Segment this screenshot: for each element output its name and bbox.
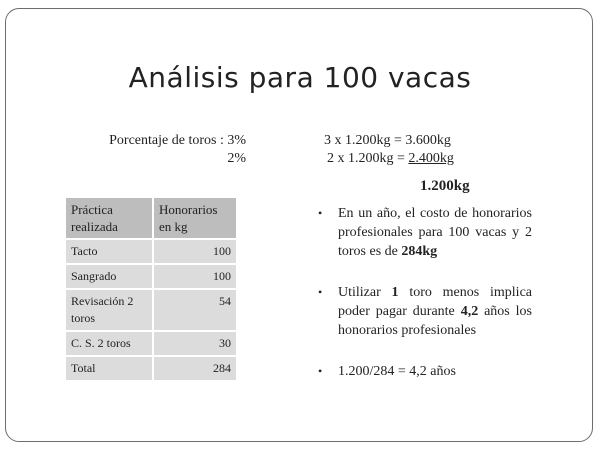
header-honorarios: Honorarios en kg: [153, 197, 237, 239]
calc-total: 1.200kg: [420, 178, 470, 194]
bullet-2-post: años los honorarios profesionales: [338, 304, 533, 338]
cell-fee: 284: [153, 356, 237, 381]
header-practica: Práctica realizada: [65, 197, 153, 239]
table-row: [65, 289, 237, 331]
cell-practice: Revisación 2 toros: [65, 289, 153, 331]
fees-table: [64, 196, 238, 382]
table-row: [65, 331, 237, 356]
bullet-item: [316, 204, 532, 261]
bullet-2-mid: toro menos implica poder pagar durante: [338, 285, 532, 319]
bullet-dot-icon: •: [318, 364, 323, 378]
calc-line-1-result: 3.600kg: [405, 133, 451, 148]
cell-fee: 30: [153, 331, 237, 356]
cell-practice: Tacto: [65, 239, 153, 264]
cell-fee: 54: [153, 289, 237, 331]
table-row: [65, 356, 237, 381]
cell-practice: C. S. 2 toros: [65, 331, 153, 356]
table-row: [65, 264, 237, 289]
porcentaje-second: 2%: [227, 151, 246, 166]
bullet-list: [316, 204, 532, 403]
cell-practice: Sangrado: [65, 264, 153, 289]
bullet-2-bold-1: 1: [391, 285, 399, 300]
table-header-row: [65, 197, 237, 239]
bullet-item: [316, 362, 532, 381]
bullet-3-text: 1.200/284 = 4,2 años: [338, 364, 456, 379]
cell-fee: 100: [153, 239, 237, 264]
calc-line-1: [324, 133, 451, 149]
calc-line-2: [327, 151, 454, 167]
table-row: [65, 239, 237, 264]
calc-line-1-expr: 3 x 1.200kg =: [324, 133, 406, 148]
calc-line-2-expr: 2 x 1.200kg =: [327, 151, 409, 166]
slide-title: Análisis para 100 vacas: [128, 61, 472, 94]
cell-fee: 100: [153, 264, 237, 289]
bullet-dot-icon: •: [318, 206, 323, 220]
porcentaje-label: Porcentaje de toros : 3%: [109, 133, 246, 148]
bullet-2-pre: Utilizar: [338, 285, 392, 300]
cell-practice: Total: [65, 356, 153, 381]
bullet-item: [316, 283, 532, 340]
bullet-dot-icon: •: [318, 285, 323, 299]
calc-line-2-result: 2.400kg: [408, 151, 454, 166]
bullet-1-bold: 284kg: [401, 244, 438, 259]
bullet-2-bold-2: 4,2: [460, 304, 479, 319]
bullet-1-text: En un año, el costo de honorarios profesionales para 100 vacas y 2 toros es de: [338, 206, 532, 259]
